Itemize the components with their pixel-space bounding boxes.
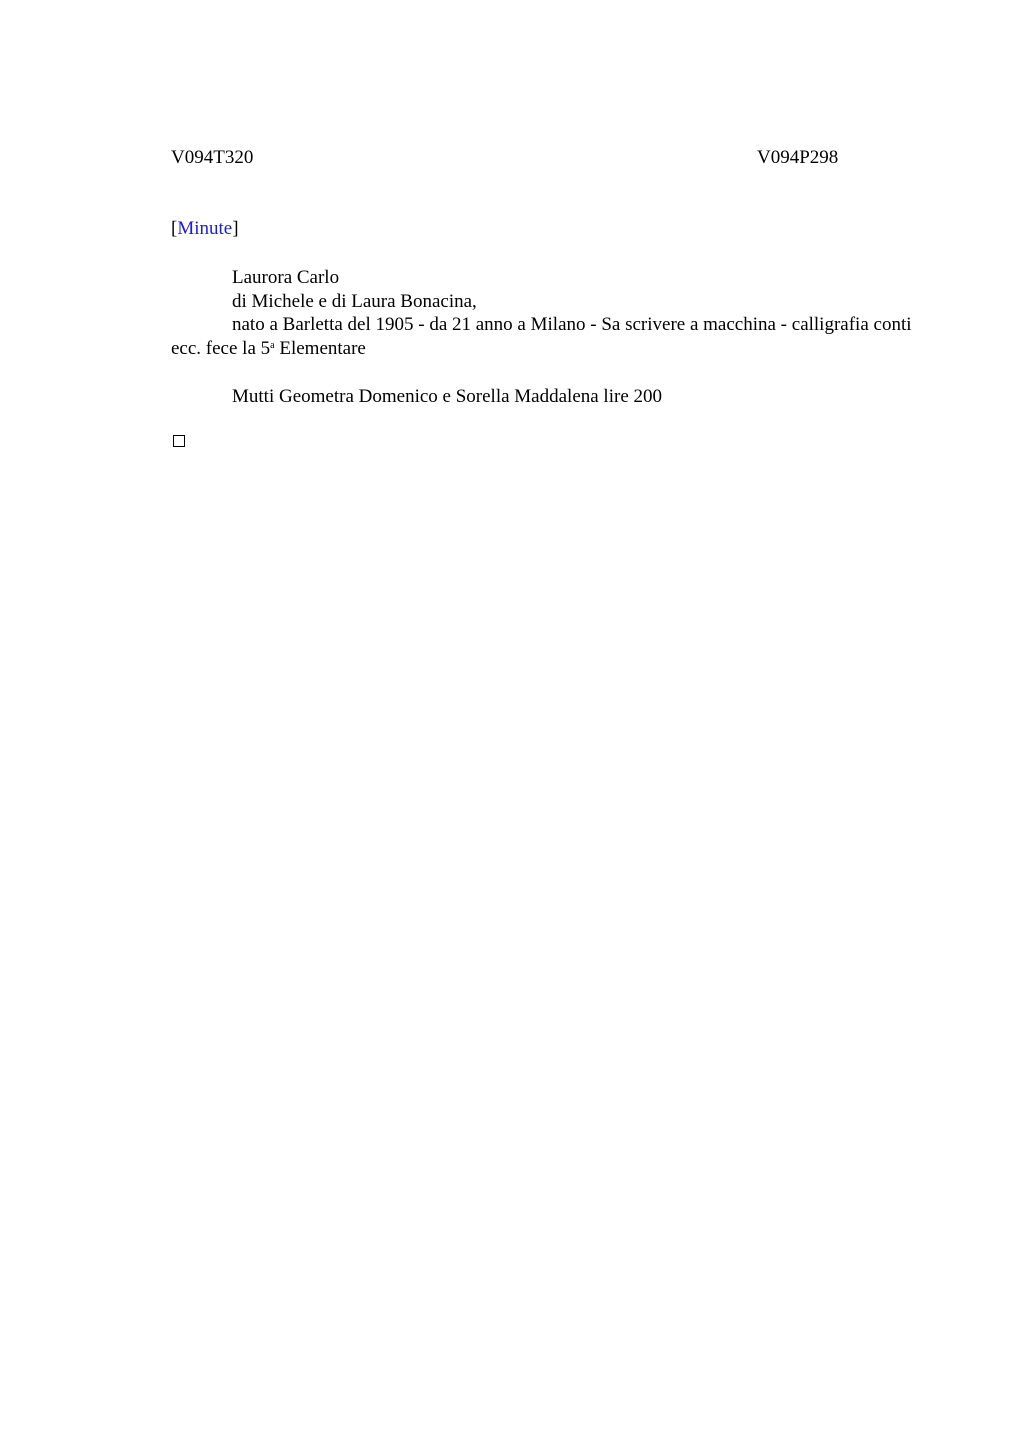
entry-details-superscript: a — [270, 340, 275, 352]
entry-body — [171, 266, 931, 408]
document-code-left: V094T320 — [171, 147, 254, 168]
close-bracket: ] — [232, 218, 239, 239]
open-bracket: [ — [171, 218, 178, 239]
entry-name: Laurora Carlo — [232, 267, 340, 288]
entry-donation: Mutti Geometra Domenico e Sorella Maddalena lire 200 — [232, 385, 663, 407]
minute-link[interactable]: Minute — [177, 218, 233, 239]
entry-parents: di Michele e di Laura Bonacina, — [232, 290, 477, 312]
document-code-right: V094P298 — [757, 147, 839, 168]
entry-details — [171, 313, 931, 360]
section-label — [171, 218, 239, 240]
checkbox-empty-icon[interactable] — [173, 435, 185, 447]
entry-details-end: Elementare — [274, 338, 366, 360]
entry-details-main: nato a Barletta del 1905 - da 21 anno a Milano - Sa scrivere a macchina - calligrafia conti ecc. fece la 5 — [171, 314, 912, 360]
